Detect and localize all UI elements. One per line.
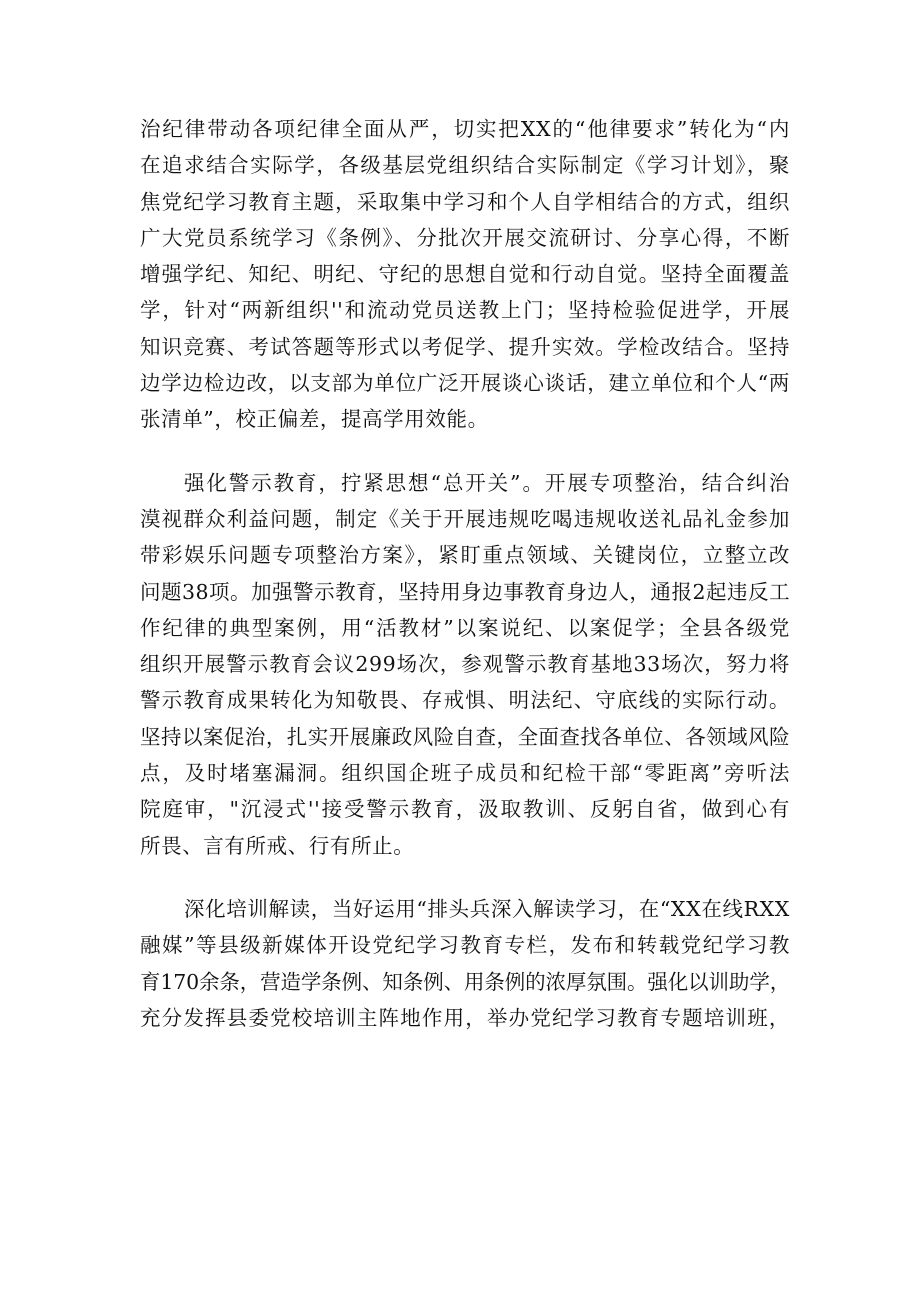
text-line: 广大党员系统学习《条例》、分批次开展交流研讨、分享心得，不断: [140, 225, 790, 250]
text-line: 边学边检边改，以支部为单位广泛开展谈心谈话，建立单位和个人“两: [140, 371, 790, 396]
paragraph-training: [140, 891, 790, 1036]
paragraph-study-discipline: [140, 111, 790, 438]
text-line: 在追求结合实际学，各级基层党组织结合实际制定《学习计划》，聚: [140, 153, 790, 178]
text-line: 知识竞赛、考试答题等形式以考促学、提升实效。学检改结合。坚持: [140, 334, 790, 359]
text-line: 坚持以案促治，扎实开展廉政风险自查，全面查找各单位、各领域风险: [140, 724, 790, 749]
text-line: 充分发挥县委党校培训主阵地作用，举办党纪学习教育专题培训班，: [140, 1005, 790, 1030]
text-line: 强化警示教育，拧紧思想“总开关”。开展专项整治，结合纠治: [184, 470, 790, 495]
text-line: 焦党纪学习教育主题，采取集中学习和个人自学相结合的方式，组织: [140, 189, 790, 214]
text-line: 深化培训解读，当好运用“排头兵深入解读学习，在“XX在线RXX: [184, 896, 790, 921]
text-line: 张清单”，校正偏差，提高学用效能。: [140, 407, 489, 432]
document-body: [140, 111, 790, 1036]
paragraph-gap: [140, 438, 790, 465]
text-line: 育170余条，营造学条例、知条例、用条例的浓厚氛围。强化以训助学，: [140, 969, 790, 994]
text-line: 漠视群众利益问题，制定《关于开展违规吃喝违规收送礼品礼金参加: [140, 506, 790, 531]
text-line: 院庭审，"沉浸式''接受警示教育，汲取教训、反躬自省，做到心有: [140, 797, 790, 822]
text-line: 问题38项。加强警示教育，坚持用身边事教育身边人，通报2起违反工: [140, 579, 790, 604]
text-line: 警示教育成果转化为知敬畏、存戒惧、明法纪、守底线的实际行动。: [140, 688, 790, 713]
text-line: 点，及时堵塞漏洞。组织国企班子成员和纪检干部“零距离”旁听法: [140, 761, 790, 786]
text-line: 增强学纪、知纪、明纪、守纪的思想自觉和行动自觉。坚持全面覆盖: [140, 262, 790, 287]
paragraph-warning-education: [140, 465, 790, 864]
text-line: 融媒”等县级新媒体开设党纪学习教育专栏，发布和转载党纪学习教: [140, 933, 790, 958]
text-line: 作纪律的典型案例，用“活教材”以案说纪、以案促学；全县各级党: [140, 615, 790, 640]
paragraph-gap: [140, 864, 790, 891]
text-line: 所畏、言有所戒、行有所止。: [140, 833, 415, 858]
text-line: 带彩娱乐问题专项整治方案》，紧盯重点领域、关键岗位，立整立改: [140, 543, 790, 568]
text-line: 学，针对“两新组织''和流动党员送教上门；坚持检验促进学，开展: [140, 298, 790, 323]
text-line: 组织开展警示教育会议299场次，参观警示教育基地33场次，努力将: [140, 652, 790, 677]
text-line: 治纪律带动各项纪律全面从严，切实把XX的“他律要求”转化为“内: [140, 117, 790, 141]
